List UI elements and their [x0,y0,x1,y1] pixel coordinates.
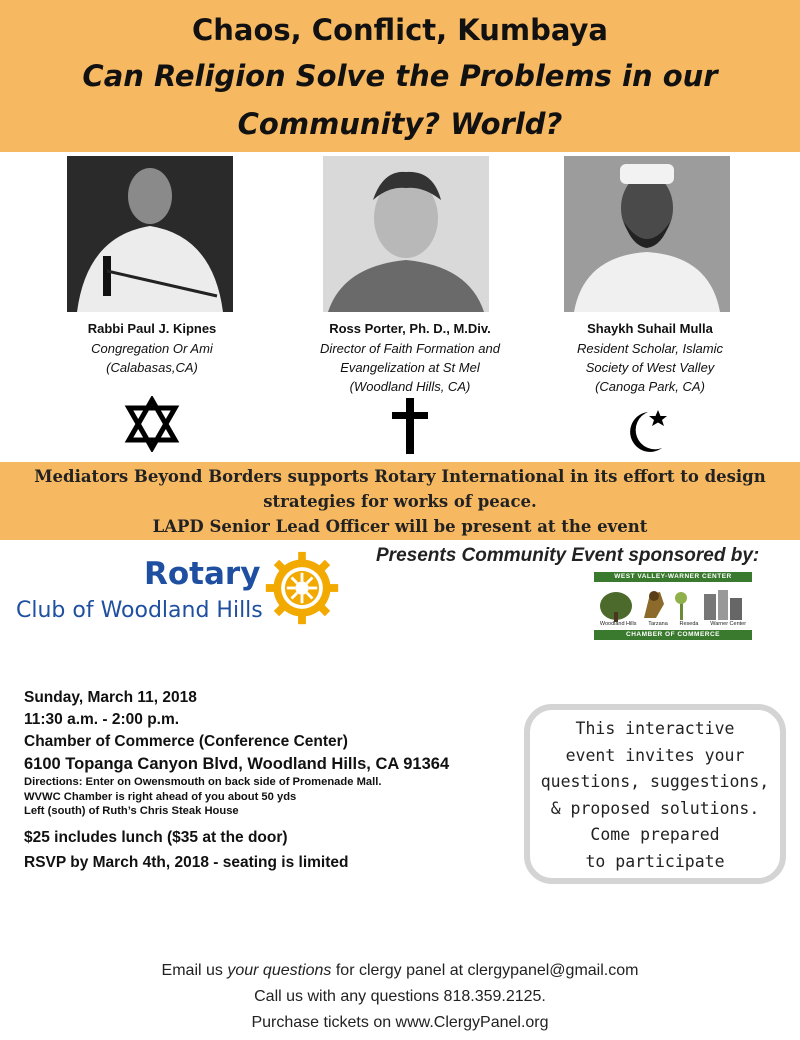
speaker-2-affiliation: Evangelization at St Mel [340,360,480,375]
caption-warner-center: Warner Center [710,621,747,627]
footer-phone-line: Call us with any questions 818.359.2125. [254,988,546,1005]
speaker-1-name: Rabbi Paul J. Kipnes [87,321,217,336]
footer-email-pre: Email us [161,962,228,979]
crescent-star-icon [622,406,672,454]
event-directions-1: Directions: Enter on Owensmouth on back side of Promenade Mall. [24,776,382,788]
caption-tarzana: Tarzana [648,621,668,627]
event-rsvp: RSVP by March 4th, 2018 - seating is limited [24,853,349,871]
footer-email-address: for clergy panel at clergypanel@gmail.com [331,962,639,979]
rotary-wheel-icon [264,550,340,626]
event-directions-3: Left (south) of Ruth’s Chris Steak House [24,805,239,817]
callout-line-5: Come prepared [590,825,720,844]
callout-line-4: & proposed solutions. [550,798,760,818]
event-directions-2: WVWC Chamber is right ahead of you about 50 yds [24,790,297,803]
speaker-3-title: Resident Scholar, Islamic [577,341,723,356]
caption-woodland-hills: Woodland Hills [599,621,637,627]
speaker-1-photo [67,156,233,312]
event-details [24,687,524,875]
presents-heading: Presents Community Event sponsored by: [376,545,760,566]
band-line-3: LAPD Senior Lead Officer will be present at the event [152,517,648,536]
mediators-band [0,462,800,540]
chamber-of-commerce-logo [594,572,752,640]
speaker-2-location: (Woodland Hills, CA) [349,379,471,394]
star-of-david-icon [124,396,180,452]
event-price: $25 includes lunch ($35 at the door) [24,828,288,846]
speaker-2-title: Director of Faith Formation and [320,341,500,356]
speaker-2-photo [323,156,489,312]
speaker-1-affiliation: Congregation Or Ami [91,341,213,356]
band-line-1: Mediators Beyond Borders supports Rotary International in its effort to design [34,467,766,486]
rotary-club-name: Club of Woodland Hills [16,598,263,623]
speaker-3-affiliation: Society of West Valley [585,360,715,375]
title-line-2: Can Religion Solve the Problems in our [82,59,718,93]
event-title-banner [0,0,800,152]
event-venue: Chamber of Commerce (Conference Center) [24,733,348,750]
title-line-1: Chaos, Conflict, Kumbaya [192,13,608,47]
footer-email-emphasis: your questions [227,962,332,979]
callout-line-3: questions, suggestions, [540,772,770,791]
callout-line-6: to participate [585,851,725,871]
title-line-3: Community? World? [237,107,563,141]
speaker-panel [0,156,800,456]
event-date: Sunday, March 11, 2018 [24,689,197,706]
rotary-club-logo [14,548,344,628]
event-time: 11:30 a.m. - 2:00 p.m. [24,711,180,728]
speaker-3-name: Shaykh Suhail Mulla [587,321,713,336]
speaker-2-name: Ross Porter, Ph. D., M.Div. [329,321,491,336]
contact-footer [0,958,800,1036]
callout-line-2: event invites your [565,745,745,765]
caption-reseda: Reseda [679,621,699,627]
rotary-wordmark: Rotary [144,556,261,592]
band-line-2: strategies for works of peace. [263,492,537,511]
speaker-3-photo [564,156,730,312]
chamber-bottom-banner: CHAMBER OF COMMERCE [594,630,752,640]
footer-email-line [0,958,800,984]
speaker-3-location: (Canoga Park, CA) [595,379,705,394]
callout-line-1: This interactive [575,719,735,738]
speaker-1-location: (Calabasas,CA) [106,360,198,375]
participation-callout [524,704,786,884]
event-address: 6100 Topanga Canyon Blvd, Woodland Hills, CA 91364 [24,755,450,773]
footer-tickets-line: Purchase tickets on www.ClergyPanel.org [251,1014,549,1031]
chamber-captions [594,621,752,627]
chamber-top-banner: WEST VALLEY-WARNER CENTER [594,572,752,582]
latin-cross-icon [390,396,430,456]
